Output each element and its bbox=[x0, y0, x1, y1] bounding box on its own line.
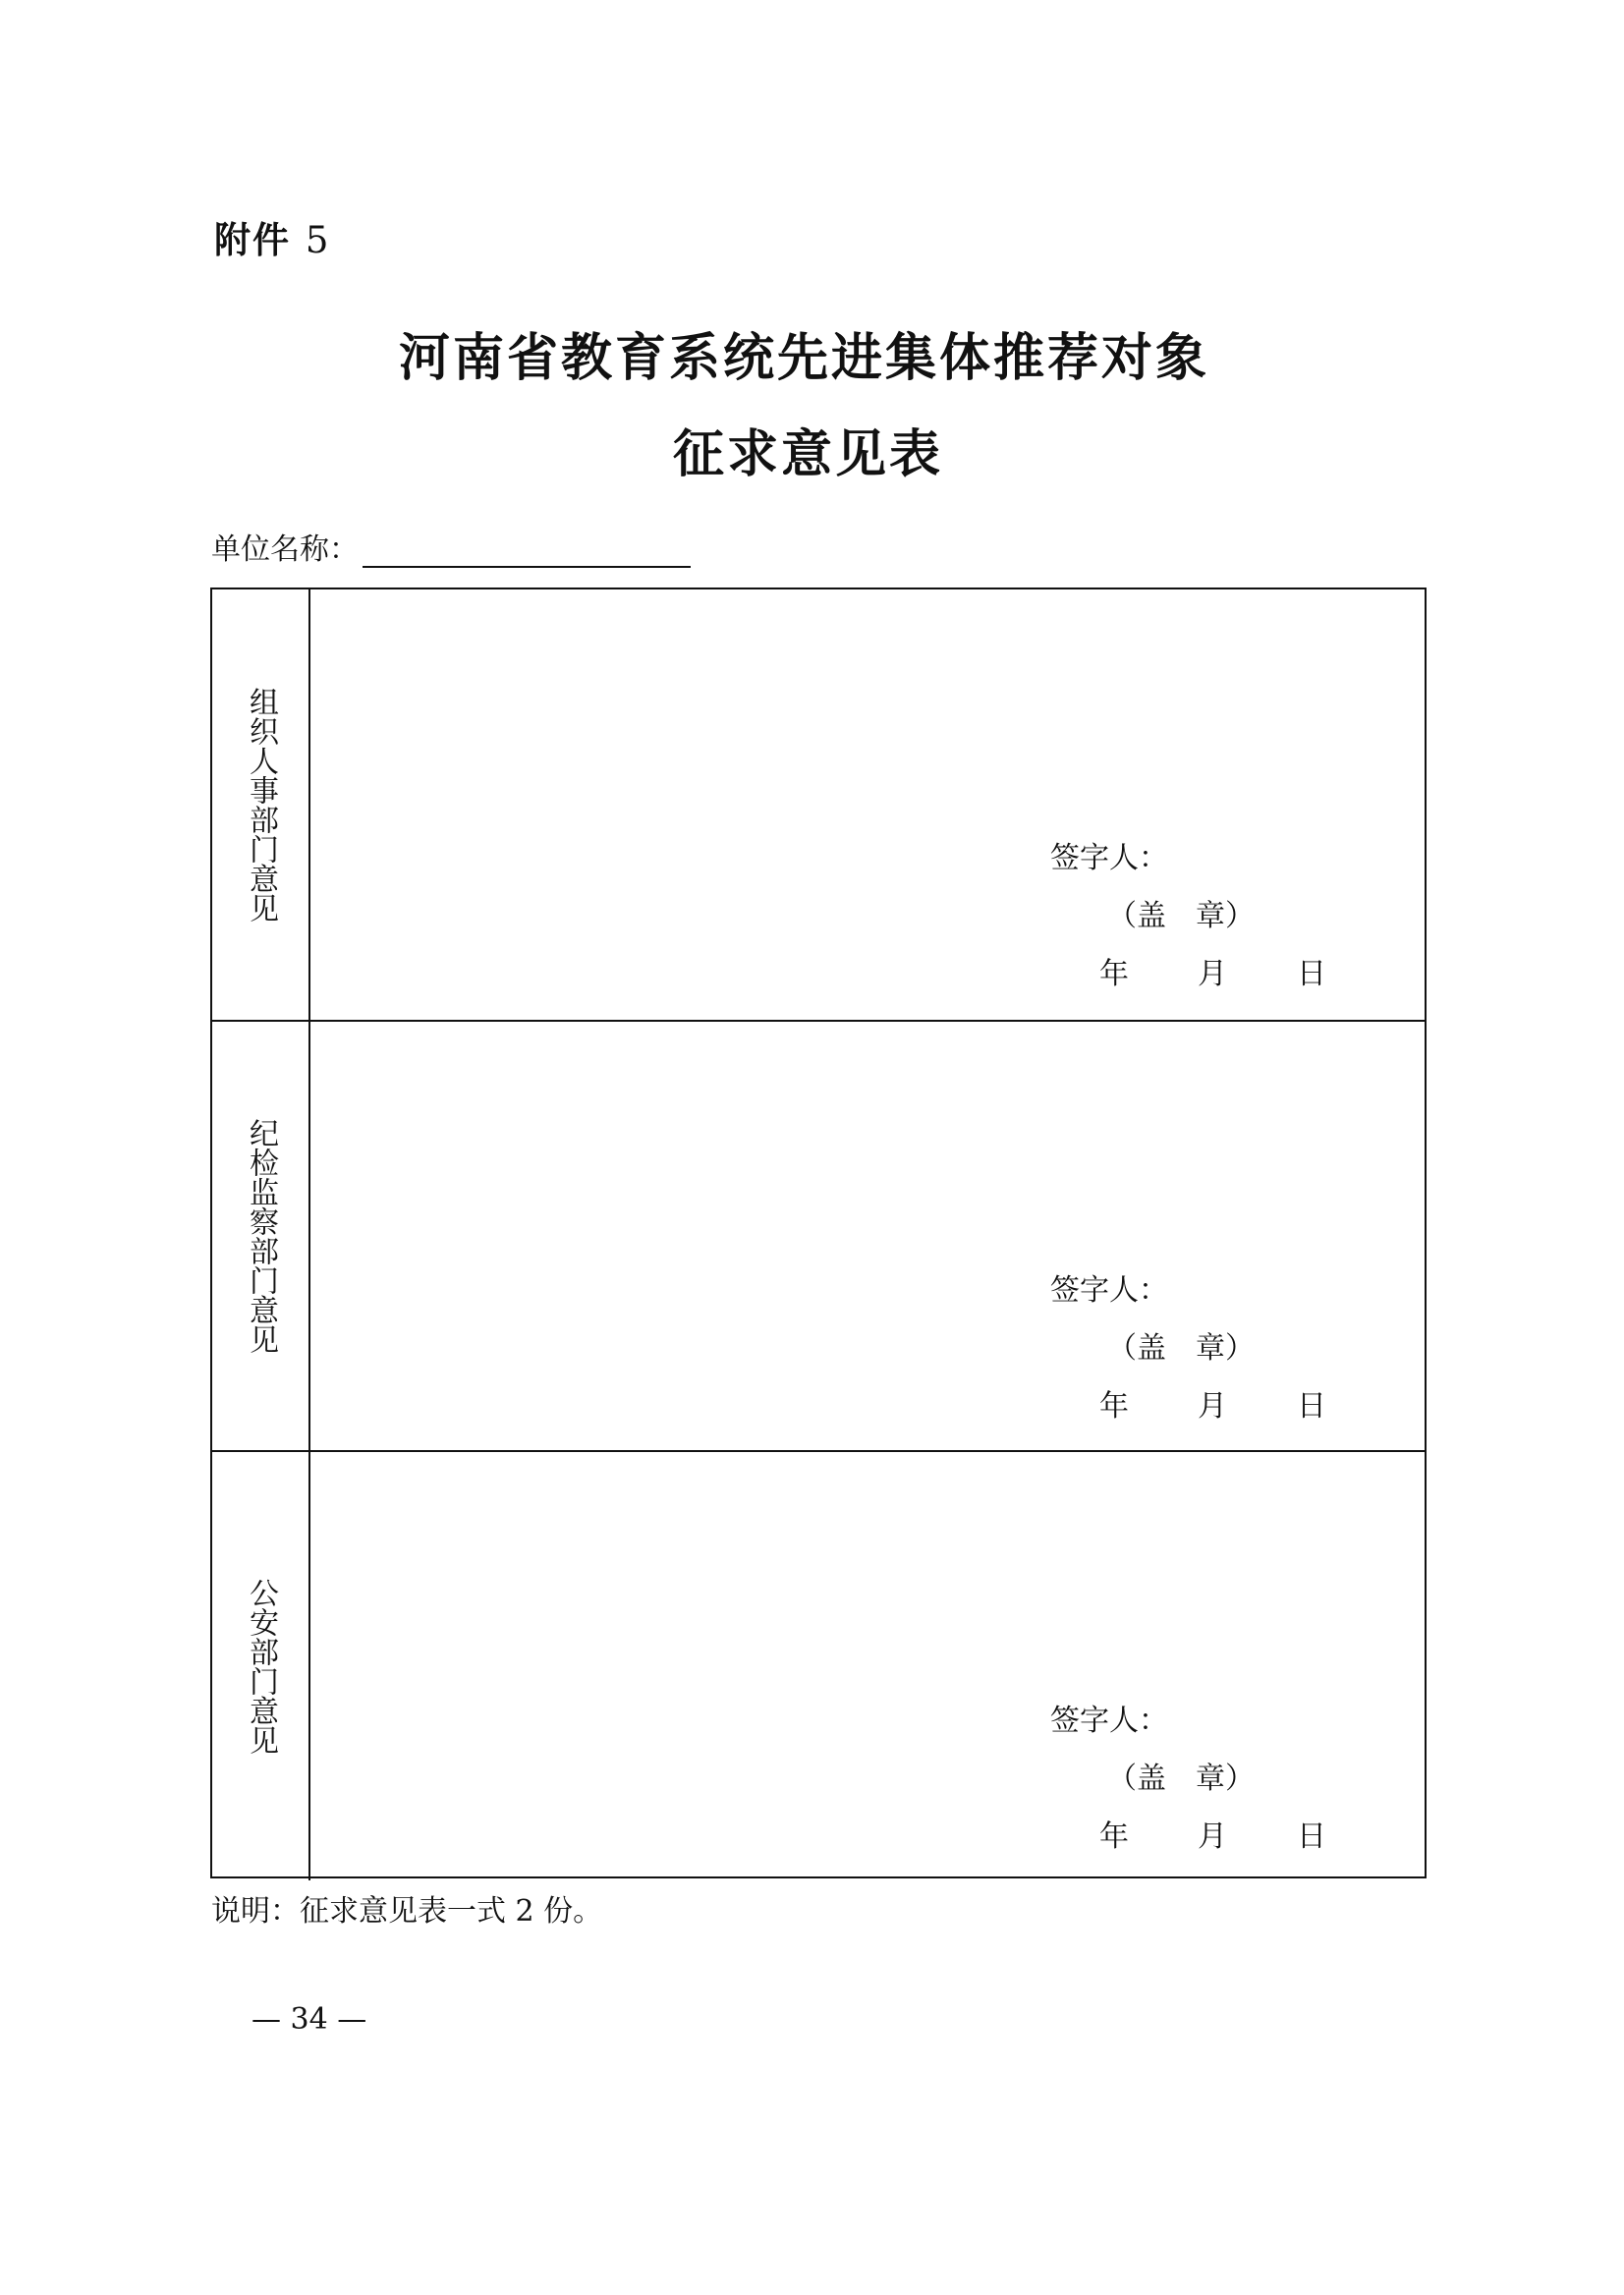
date-month-label: 月 bbox=[1198, 1389, 1227, 1424]
signer-label: 签字人： bbox=[1050, 1273, 1168, 1308]
date-day-label: 日 bbox=[1297, 1389, 1326, 1424]
date-year-label: 年 bbox=[1099, 1819, 1129, 1854]
seal-label: （盖 章） bbox=[1107, 1331, 1255, 1366]
unit-name-field[interactable] bbox=[363, 534, 691, 568]
seal-label: （盖 章） bbox=[1107, 1762, 1255, 1796]
signer-label: 签字人： bbox=[1050, 1704, 1168, 1738]
seal-label: （盖 章） bbox=[1107, 899, 1255, 933]
date-month-label: 月 bbox=[1198, 1819, 1227, 1854]
section-label: 组织人事部门意见 bbox=[244, 687, 278, 923]
section-label-cell bbox=[212, 1452, 310, 1880]
date-day-label: 日 bbox=[1297, 1819, 1326, 1854]
section-label: 公安部门意见 bbox=[244, 1578, 278, 1755]
page-number: — 34 — bbox=[252, 2002, 367, 2037]
section-label-cell bbox=[212, 589, 310, 1020]
section-label: 纪检监察部门意见 bbox=[244, 1118, 278, 1354]
date-month-label: 月 bbox=[1198, 957, 1227, 991]
unit-name-label: 单位名称： bbox=[211, 532, 359, 567]
opinion-form-table bbox=[210, 588, 1427, 1878]
unit-name-row bbox=[211, 525, 691, 568]
date-day-label: 日 bbox=[1297, 957, 1326, 991]
signer-label: 签字人： bbox=[1050, 841, 1168, 875]
date-year-label: 年 bbox=[1099, 1389, 1129, 1424]
section-organization-personnel bbox=[212, 589, 1425, 1020]
document-title-line-1: 河南省教育系统先进集体推荐对象 bbox=[398, 328, 1209, 388]
section-discipline-inspection bbox=[212, 1020, 1425, 1450]
signature-block bbox=[1050, 589, 1384, 1020]
attachment-label bbox=[214, 210, 330, 263]
attachment-text: 附件 bbox=[214, 219, 291, 261]
document-title-line-2: 征求意见表 bbox=[672, 424, 943, 484]
section-label-cell bbox=[212, 1022, 310, 1450]
signature-block bbox=[1050, 1452, 1384, 1880]
attachment-number: 5 bbox=[305, 219, 331, 261]
date-year-label: 年 bbox=[1099, 957, 1129, 991]
section-public-security bbox=[212, 1450, 1425, 1880]
signature-block bbox=[1050, 1022, 1384, 1450]
form-note: 说明：征求意见表一式 2 份。 bbox=[211, 1894, 603, 1929]
